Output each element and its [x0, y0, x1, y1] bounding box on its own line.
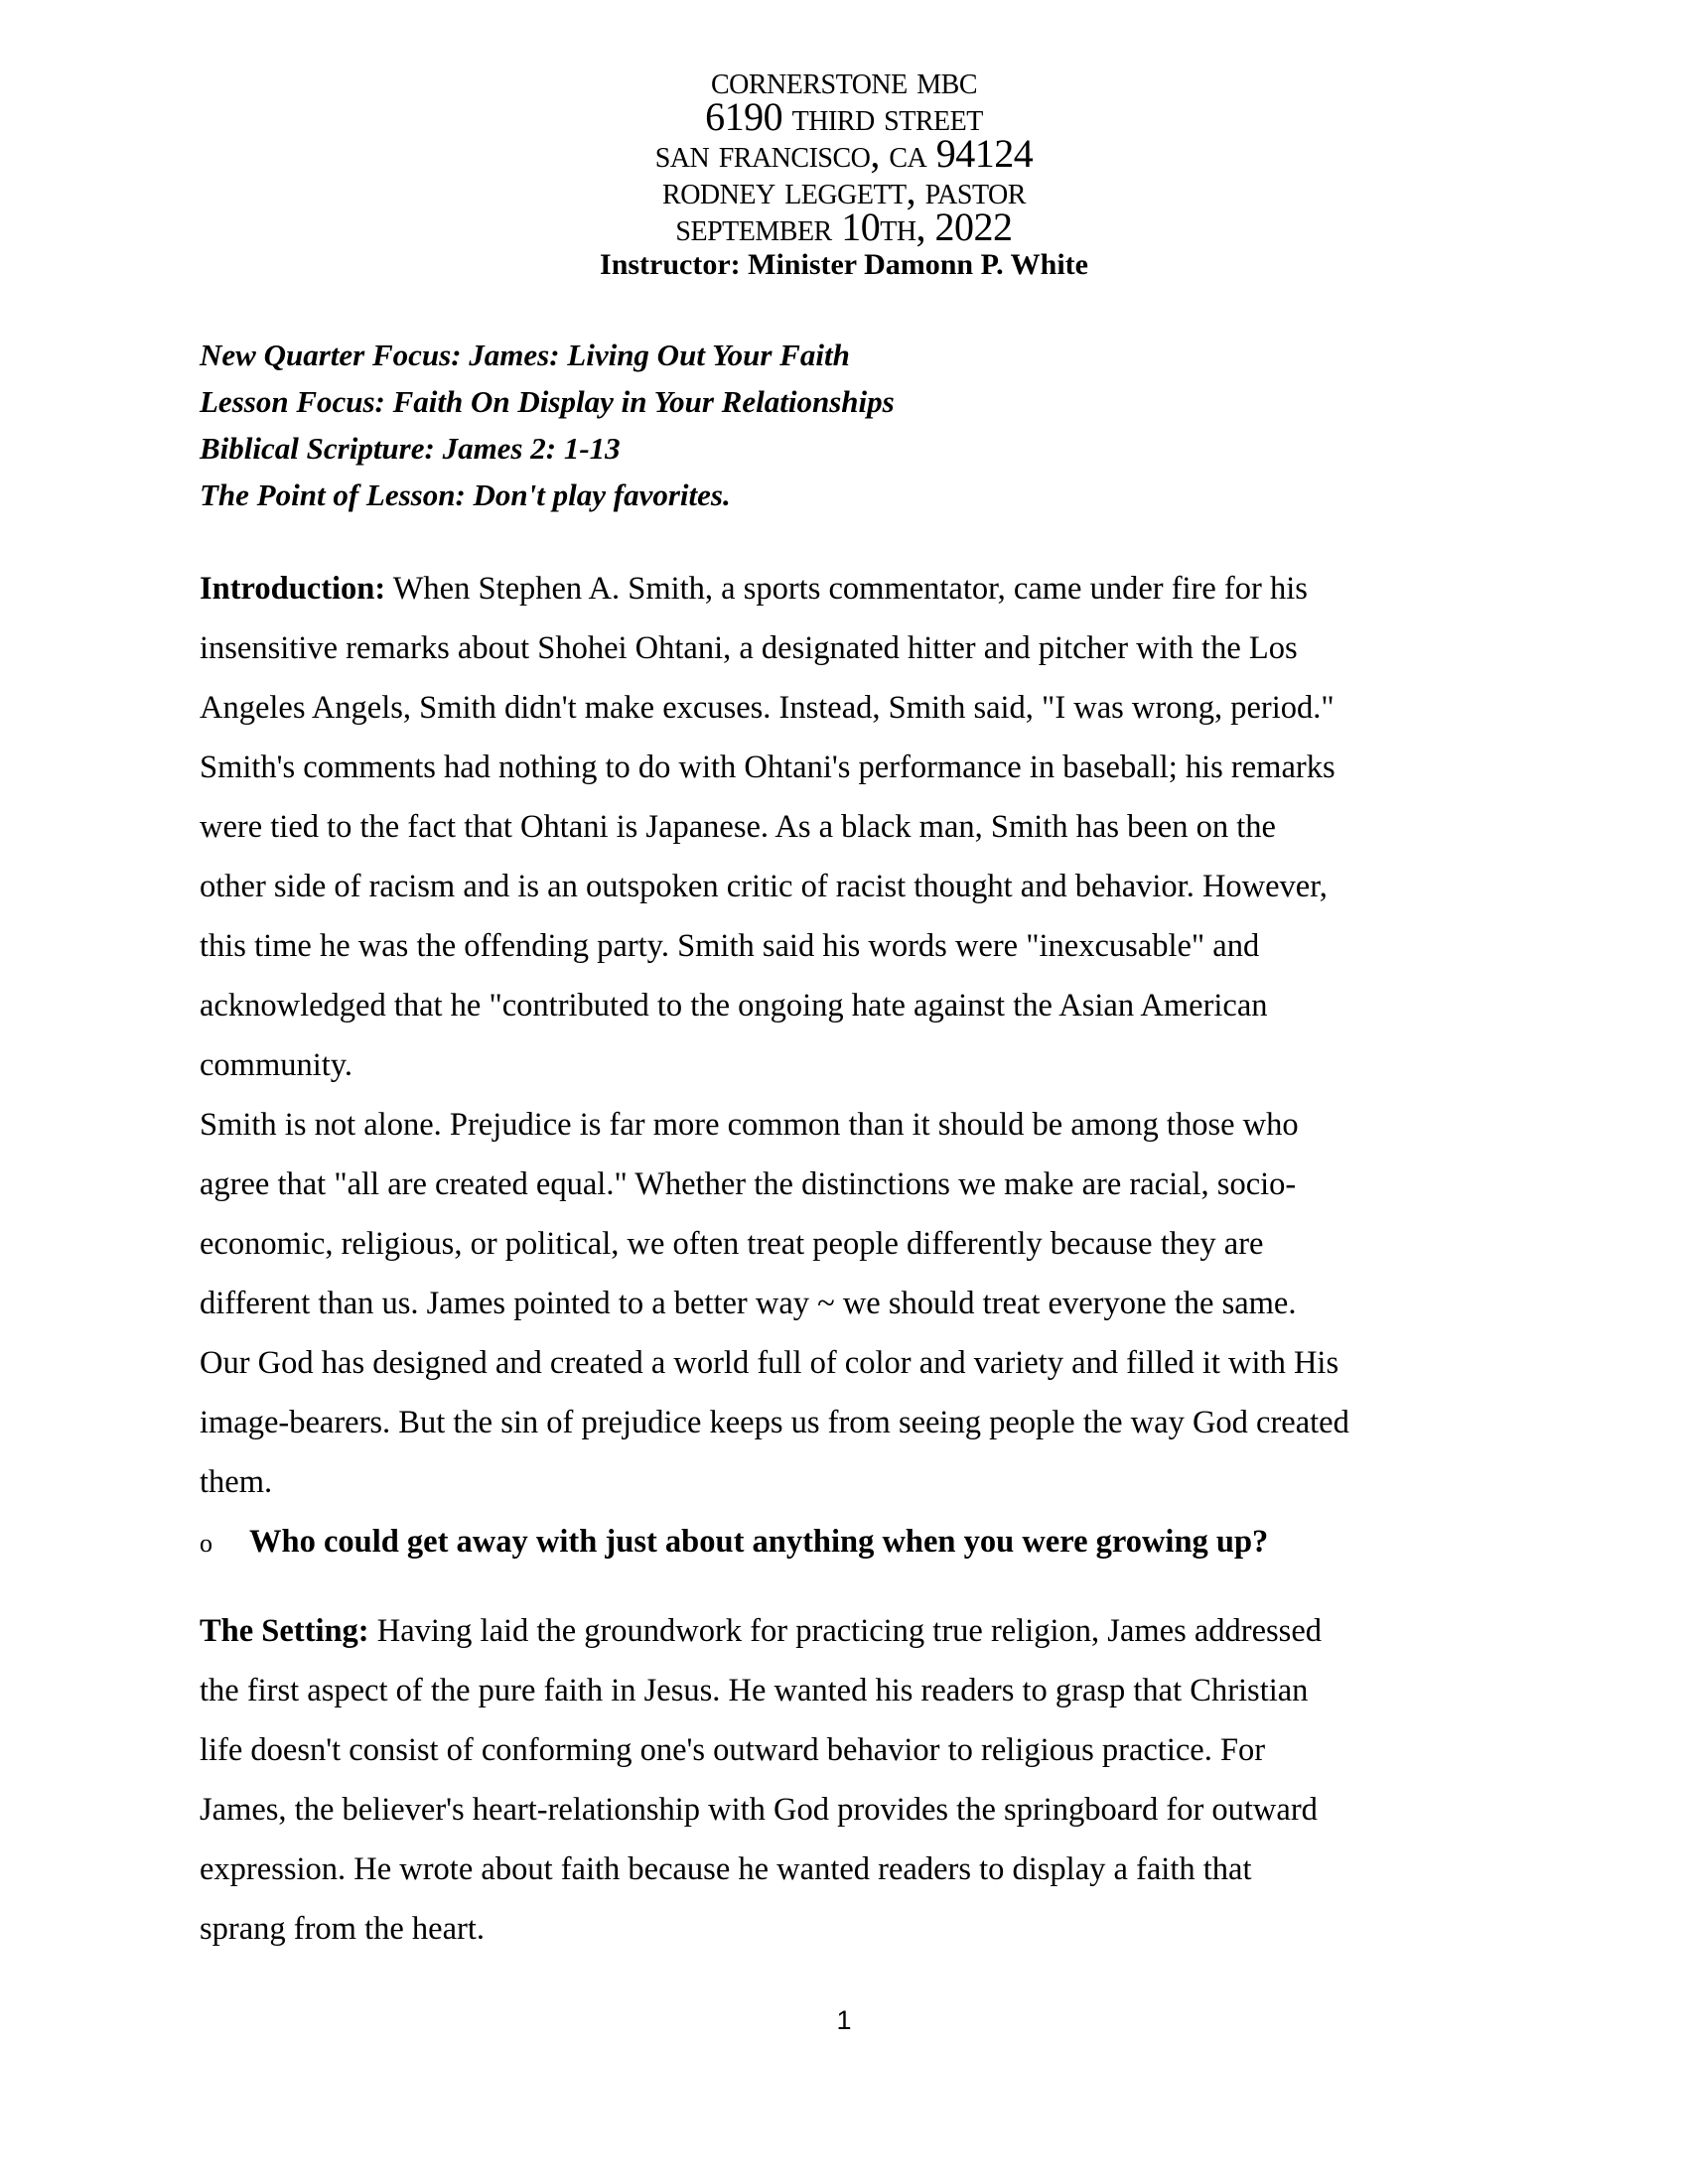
setting-section: [200, 1601, 1490, 1959]
church-name: cornerstone mbc: [710, 58, 978, 102]
text-line: acknowledged that he "contributed to the ongoing hate against the Asian American: [200, 988, 1268, 1024]
text-line: Angeles Angels, Smith didn't make excuses. Instead, Smith said, "I was wrong, period.": [200, 690, 1335, 726]
text-line: different than us. James pointed to a better way ~ we should treat everyone the same.: [200, 1286, 1297, 1321]
text-line: Our God has designed and created a world full of color and variety and filled it with His: [200, 1345, 1339, 1381]
text-line: Introduction: When Stephen A. Smith, a sports commentator, came under fire for his: [200, 571, 1308, 607]
text-line: this time he was the offending party. Smith said his words were "inexcusable" and: [200, 928, 1260, 964]
lesson-date: september 10th, 2022: [675, 205, 1013, 249]
page-number: 1: [836, 2005, 852, 2035]
church-header: [0, 58, 1688, 284]
lesson-point: The Point of Lesson: Don't play favorites.: [200, 478, 731, 512]
bullet-icon: o: [200, 1529, 212, 1558]
text-line: agree that "all are created equal." Whether the distinctions we make are racial, socio-: [200, 1166, 1297, 1202]
introduction-paragraph-2: [200, 1095, 1490, 1512]
introduction-label: Introduction:: [200, 571, 386, 607]
lesson-focus: Lesson Focus: Faith On Display in Your Relationships: [200, 384, 895, 419]
text-line: Smith's comments had nothing to do with Ohtani's performance in baseball; his remarks: [200, 750, 1336, 785]
text-line: life doesn't consist of conforming one's outward behavior to religious practice. For: [200, 1732, 1266, 1768]
setting-label: The Setting:: [200, 1613, 369, 1649]
introduction-section: [200, 559, 1490, 1512]
discussion-question: [200, 1512, 1490, 1573]
question-text: Who could get away with just about anything when you were growing up?: [249, 1524, 1269, 1560]
text-line: the first aspect of the pure faith in Jesus. He wanted his readers to grasp that Christian: [200, 1673, 1309, 1708]
biblical-scripture: Biblical Scripture: James 2: 1-13: [200, 431, 621, 466]
text-line: other side of racism and is an outspoken critic of racist thought and behavior. However,: [200, 869, 1328, 904]
setting-paragraph: [200, 1601, 1490, 1959]
text-line: sprang from the heart.: [200, 1911, 485, 1947]
church-address: 6190 third street: [705, 94, 983, 139]
text-line: James, the believer's heart-relationship with God provides the springboard for outward: [200, 1792, 1318, 1828]
lesson-focus-block: [200, 332, 1490, 518]
introduction-paragraph: [200, 559, 1490, 1095]
church-city: san francisco, ca 94124: [654, 131, 1034, 176]
text-line: Smith is not alone. Prejudice is far more common than it should be among those who: [200, 1107, 1299, 1143]
quarter-focus: New Quarter Focus: James: Living Out Your Faith: [200, 338, 850, 372]
instructor-line: Instructor: Minister Damonn P. White: [600, 248, 1088, 281]
text-line: The Setting: Having laid the groundwork for practicing true religion, James addressed: [200, 1613, 1322, 1649]
text-line: economic, religious, or political, we often treat people differently because they are: [200, 1226, 1264, 1262]
pastor-name: rodney leggett, pastor: [662, 168, 1026, 212]
text-line: insensitive remarks about Shohei Ohtani, a designated hitter and pitcher with the Los: [200, 630, 1298, 666]
text-line: them.: [200, 1464, 273, 1500]
text-line: community.: [200, 1047, 353, 1083]
text-line: were tied to the fact that Ohtani is Japanese. As a black man, Smith has been on the: [200, 809, 1276, 845]
text-line: image-bearers. But the sin of prejudice keeps us from seeing people the way God created: [200, 1405, 1349, 1440]
text-line: expression. He wrote about faith because he wanted readers to display a faith that: [200, 1851, 1252, 1887]
